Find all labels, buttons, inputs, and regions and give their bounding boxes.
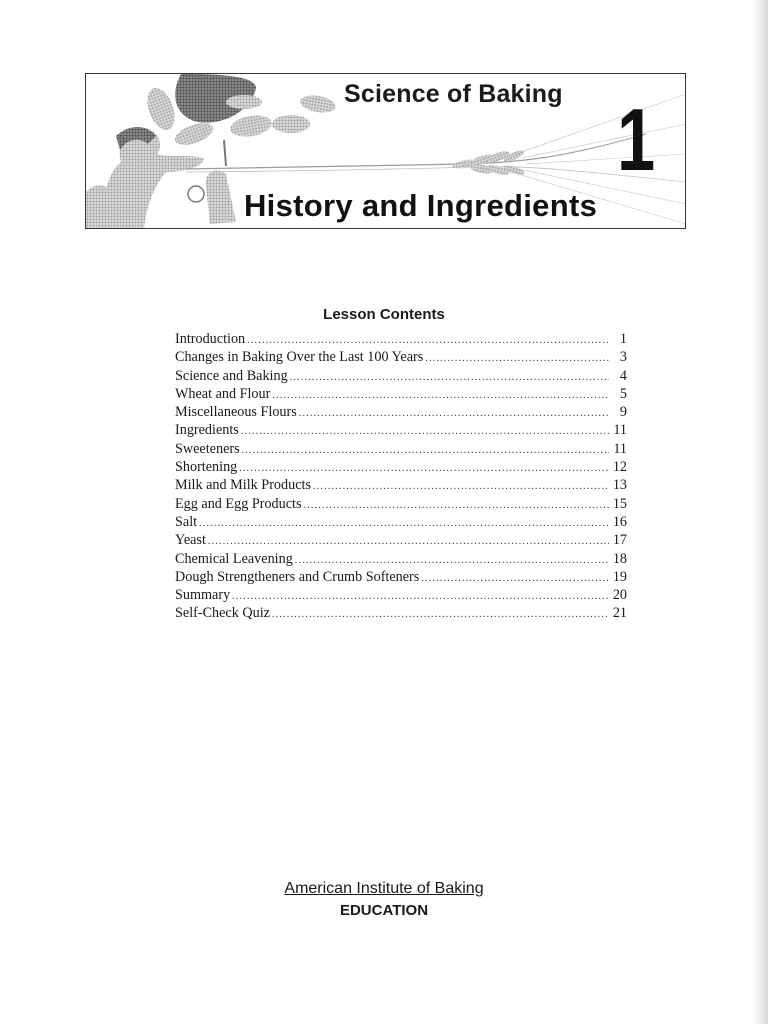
toc-dot-leader bbox=[232, 588, 609, 604]
toc-entry-page: 5 bbox=[619, 385, 627, 402]
publisher-name: American Institute of Baking bbox=[284, 880, 484, 897]
toc-entry-title: Chemical Leavening bbox=[175, 550, 293, 567]
toc-dot-leader bbox=[272, 387, 609, 403]
toc-dot-leader bbox=[199, 515, 609, 531]
toc-entry bbox=[175, 458, 627, 476]
toc-entry bbox=[175, 513, 627, 531]
toc-entry-page: 18 bbox=[612, 550, 627, 567]
contents-heading: Lesson Contents bbox=[323, 306, 445, 323]
toc-entry-page: 9 bbox=[619, 404, 627, 421]
toc-entry-title: Miscellaneous Flours bbox=[175, 404, 297, 421]
toc-dot-leader bbox=[290, 369, 609, 385]
page-edge-shadow bbox=[752, 0, 768, 1024]
toc-entry-page: 12 bbox=[612, 459, 627, 476]
toc-entry-page: 16 bbox=[612, 513, 627, 530]
toc-entry-page: 21 bbox=[612, 605, 627, 622]
toc-entry-title: Ingredients bbox=[175, 422, 239, 439]
toc-entry bbox=[175, 330, 627, 348]
toc-dot-leader bbox=[247, 332, 609, 348]
toc-dot-leader bbox=[304, 497, 609, 513]
toc-entry bbox=[175, 385, 627, 403]
toc-entry-title: Yeast bbox=[175, 532, 206, 549]
toc-entry-page: 11 bbox=[613, 440, 627, 457]
toc-entry-page: 17 bbox=[612, 532, 627, 549]
toc-entry bbox=[175, 476, 627, 494]
toc-dot-leader bbox=[421, 570, 609, 586]
toc-entry-title: Salt bbox=[175, 513, 198, 530]
toc-dot-leader bbox=[241, 423, 609, 439]
toc-entry-title: Summary bbox=[175, 587, 231, 604]
toc-entry bbox=[175, 495, 627, 513]
toc-entry-page: 13 bbox=[612, 477, 627, 494]
toc-entry-title: Egg and Egg Products bbox=[175, 495, 302, 512]
toc-entry bbox=[175, 531, 627, 549]
toc-entry bbox=[175, 367, 627, 385]
toc-entry-page: 3 bbox=[619, 349, 627, 366]
toc-entry-page: 19 bbox=[612, 568, 627, 585]
table-of-contents bbox=[175, 330, 627, 623]
toc-entry bbox=[175, 348, 627, 366]
toc-entry bbox=[175, 403, 627, 421]
toc-entry-title: Changes in Baking Over the Last 100 Years bbox=[175, 349, 424, 366]
chapter-banner bbox=[85, 73, 686, 229]
toc-entry-page: 15 bbox=[612, 495, 627, 512]
toc-dot-leader bbox=[208, 533, 609, 549]
toc-dot-leader bbox=[299, 405, 609, 421]
toc-entry-title: Sweeteners bbox=[175, 440, 240, 457]
toc-dot-leader bbox=[272, 606, 609, 622]
toc-entry bbox=[175, 421, 627, 439]
toc-entry-title: Shortening bbox=[175, 459, 238, 476]
toc-entry-title: Dough Strengtheners and Crumb Softeners bbox=[175, 568, 420, 585]
toc-entry-title: Science and Baking bbox=[175, 367, 288, 384]
toc-entry bbox=[175, 604, 627, 622]
toc-entry bbox=[175, 440, 627, 458]
toc-dot-leader bbox=[313, 478, 609, 494]
toc-entry-title: Introduction bbox=[175, 331, 246, 347]
toc-entry-title: Self-Check Quiz bbox=[175, 605, 270, 622]
toc-entry-title: Milk and Milk Products bbox=[175, 477, 311, 494]
toc-entry bbox=[175, 550, 627, 568]
publisher-department: EDUCATION bbox=[339, 902, 429, 919]
toc-dot-leader bbox=[242, 442, 609, 458]
chapter-title: History and Ingredients bbox=[244, 188, 598, 223]
toc-entry bbox=[175, 586, 627, 604]
toc-entry-page: 11 bbox=[613, 422, 627, 439]
toc-dot-leader bbox=[239, 460, 609, 476]
toc-entry-title: Wheat and Flour bbox=[175, 385, 271, 402]
toc-entry bbox=[175, 568, 627, 586]
toc-entry-page: 4 bbox=[619, 367, 627, 384]
toc-dot-leader bbox=[425, 350, 609, 366]
toc-dot-leader bbox=[295, 552, 609, 568]
series-title: Science of Baking bbox=[344, 80, 563, 108]
toc-entry-page: 1 bbox=[619, 331, 627, 347]
toc-entry-page: 20 bbox=[612, 587, 627, 604]
chapter-number: 1 bbox=[617, 90, 656, 189]
